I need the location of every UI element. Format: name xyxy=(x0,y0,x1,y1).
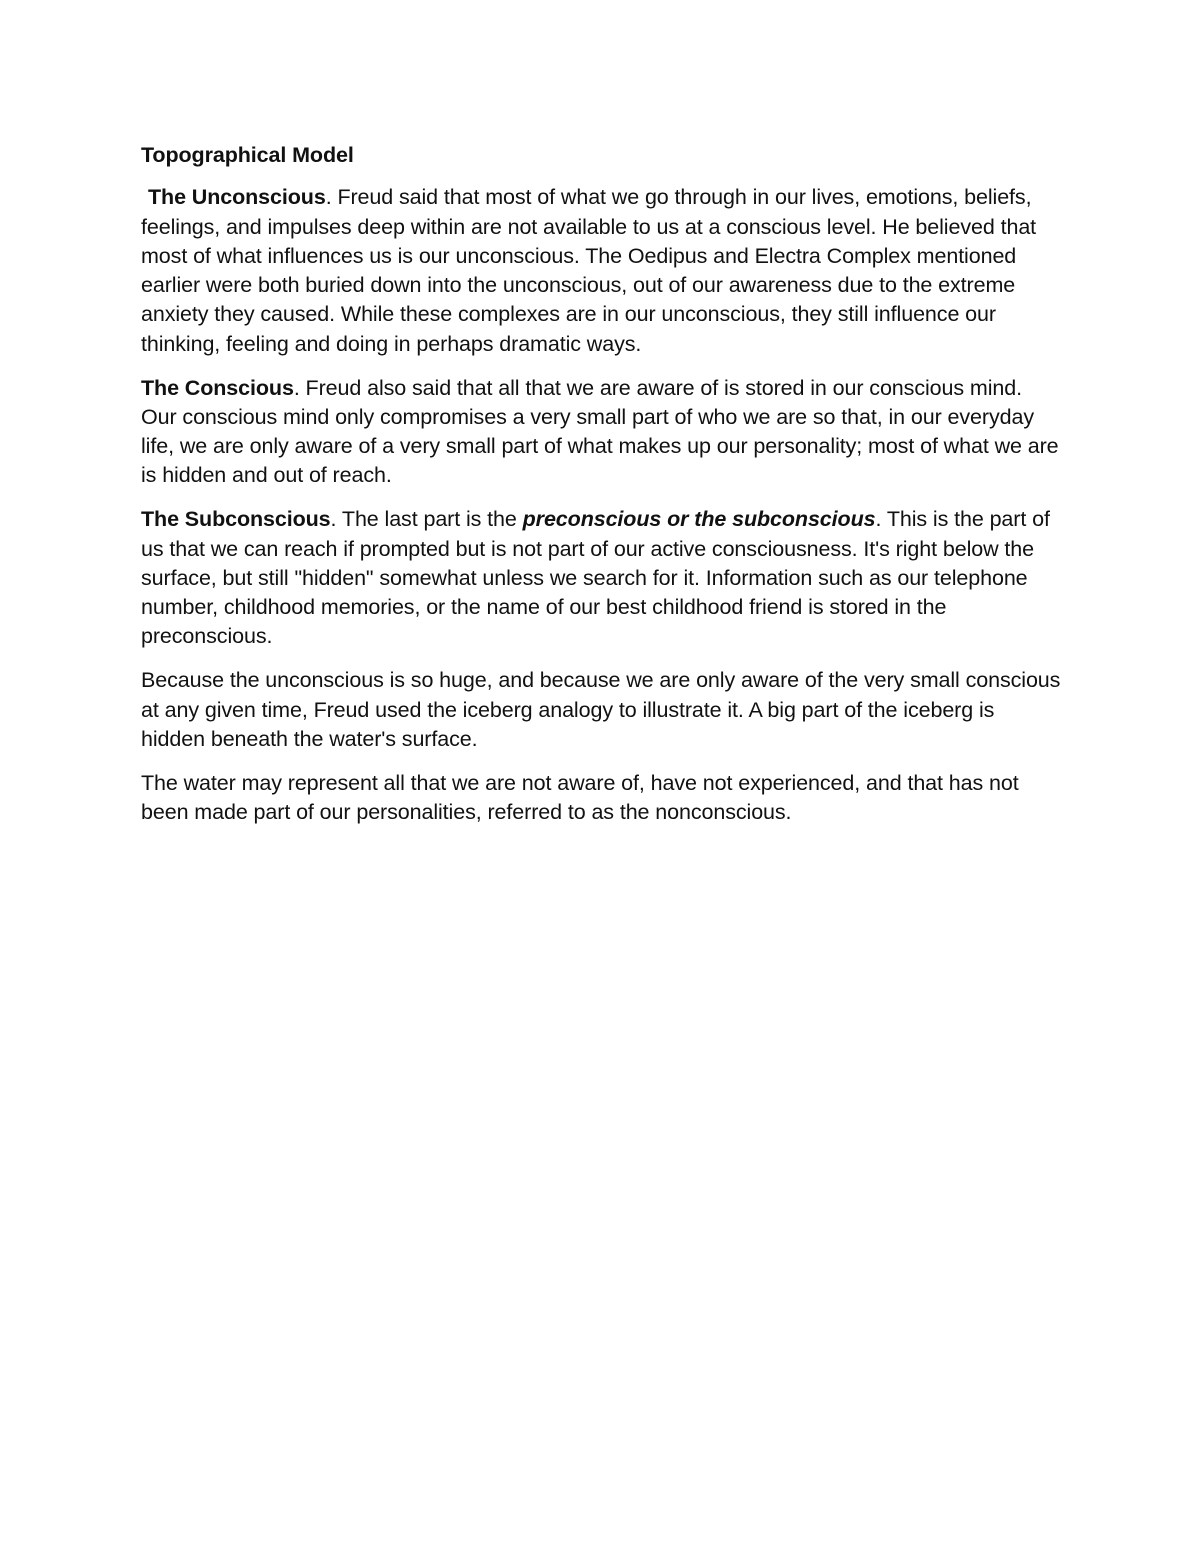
paragraph-subconscious-text-after: . This is the part of us that we can reach if prompted but is not part of our active consciousness. It's right below the surface, but still "hidden" somewhat unless we search for it. Information such as our telephone number, childhood memories, or the name of our best childhood friend is stored in the preconscious. xyxy=(141,507,1050,649)
paragraph-conscious xyxy=(141,374,1061,491)
document-title: Topographical Model xyxy=(141,143,354,167)
paragraph-subconscious xyxy=(141,505,1061,651)
term-conscious: The Conscious xyxy=(141,375,294,400)
term-unconscious: The Unconscious xyxy=(148,185,326,210)
paragraph-water xyxy=(141,769,1061,828)
paragraph-water-text: The water may represent all that we are not aware of, have not experienced, and that has not been made part of our personalities, referred to as the nonconscious. xyxy=(141,770,1019,824)
term-preconscious-emphasis: preconscious or the subconscious xyxy=(522,507,876,532)
paragraph-conscious-text: . Freud also said that all that we are aware of is stored in our conscious mind. Our conscious mind only compromises a very small part of who we are so that, in our everyday life, we are only aware of a very small part of what makes up our personality; most of what we are is hidden and out of reach. xyxy=(141,375,1059,488)
paragraph-subconscious-text-before: . The last part is the xyxy=(330,507,523,532)
document-body xyxy=(141,141,1061,842)
paragraph-unconscious-text: . Freud said that most of what we go through in our lives, emotions, beliefs, feelings, and impulses deep within are not available to us at a conscious level. He believed that most of what influences us is our unconscious. The Oedipus and Electra Complex mentioned earlier were both buried down into the unconscious, out of our awareness due to the extreme anxiety they caused. While these complexes are in our unconscious, they still influence our thinking, feeling and doing in perhaps dramatic ways. xyxy=(141,185,1037,356)
term-subconscious: The Subconscious xyxy=(141,507,331,532)
paragraph-unconscious xyxy=(141,183,1061,359)
paragraph-iceberg xyxy=(141,666,1061,754)
paragraph-iceberg-text: Because the unconscious is so huge, and because we are only aware of the very small conscious at any given time, Freud used the iceberg analogy to illustrate it. A big part of the iceberg is hidden beneath the water's surface. xyxy=(141,668,1061,751)
